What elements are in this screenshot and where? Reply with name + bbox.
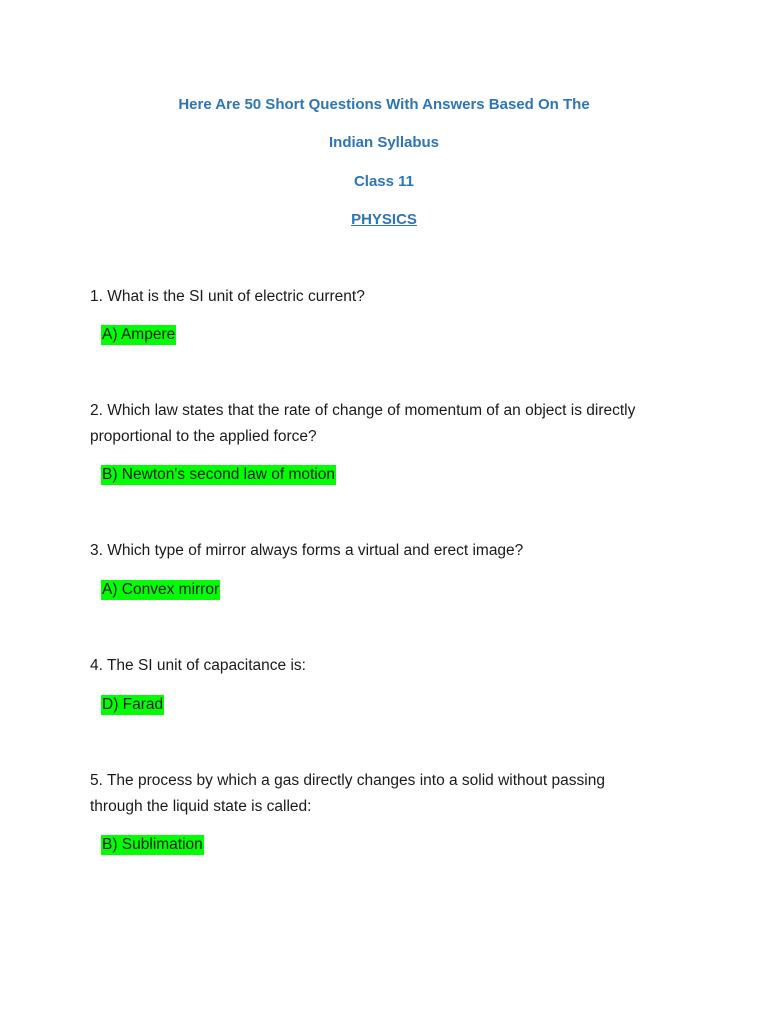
question-2-text-line-1: 2. Which law states that the rate of change of momentum of an object is directly [90,402,636,419]
question-1-answer: A) Ampere [102,326,176,343]
question-4-answer: D) Farad [102,696,164,713]
question-2-answer: B) Newton's second law of motion [102,466,335,483]
document-subject-heading: PHYSICS [351,211,417,228]
question-2-text-line-2: proportional to the applied force? [90,428,317,445]
question-4-text: 4. The SI unit of capacitance is: [90,657,306,674]
question-1-text: 1. What is the SI unit of electric current? [90,288,365,305]
document-class-label: Class 11 [353,173,415,190]
question-3-text: 3. Which type of mirror always forms a virtual and erect image? [90,542,524,559]
document-title-line-2: Indian Syllabus [328,134,440,151]
question-5-text-line-1: 5. The process by which a gas directly changes into a solid without passing [90,772,605,789]
question-5-answer: B) Sublimation [102,836,203,853]
document-title-line-1: Here Are 50 Short Questions With Answers Based On The [178,96,590,113]
question-3-answer: A) Convex mirror [102,581,220,598]
question-5-text-line-2: through the liquid state is called: [90,798,312,815]
